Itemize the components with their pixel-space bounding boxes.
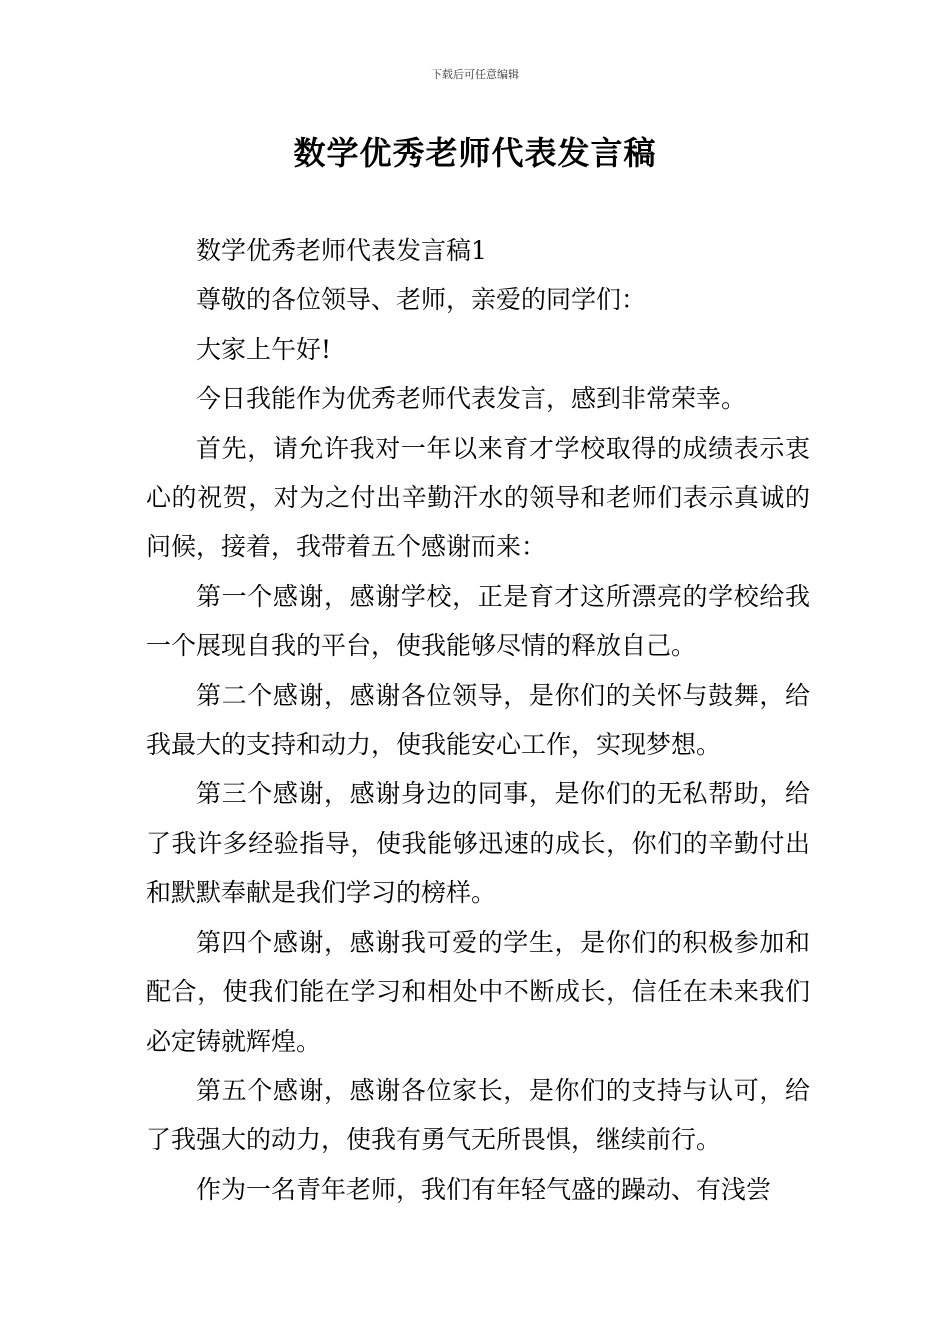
header-note: 下载后可任意编辑 <box>431 68 519 81</box>
paragraph: 大家上午好! <box>196 334 332 364</box>
paragraph: 第四个感谢，感谢我可爱的学生，是你们的积极参加和配合，使我们能在学习和相处中不断成长，信任在未来我们必定铸就辉煌。 <box>146 927 810 1056</box>
paragraph: 第三个感谢，感谢身边的同事，是你们的无私帮助，给了我许多经验指导，使我能够迅速的成长，你们的辛勤付出和默默奉献是我们学习的榜样。 <box>146 779 810 908</box>
paragraph: 数学优秀老师代表发言稿1 <box>196 236 487 265</box>
paragraph: 作为一名青年老师，我们有年轻气盛的躁动、有浅尝 <box>196 1174 772 1204</box>
paragraph: 首先，请允许我对一年以来育才学校取得的成绩表示衷心的祝贺，对为之付出辛勤汗水的领导和老师们表示真诚的问候，接着，我带着五个感谢而来： <box>146 433 810 562</box>
paragraph: 尊敬的各位领导、老师，亲爱的同学们： <box>196 285 647 315</box>
paragraph: 第一个感谢，感谢学校，正是育才这所漂亮的学校给我一个展现自我的平台，使我能够尽情的释放自己。 <box>146 581 810 661</box>
paragraph: 今日我能作为优秀老师代表发言，感到非常荣幸。 <box>196 384 747 414</box>
document-title: 数学优秀老师代表发言稿 <box>293 134 657 172</box>
document-body <box>146 226 810 1214</box>
paragraph: 第二个感谢，感谢各位领导，是你们的关怀与鼓舞，给我最大的支持和动力，使我能安心工作，实现梦想。 <box>146 680 810 760</box>
paragraph: 第五个感谢，感谢各位家长，是你们的支持与认可，给了我强大的动力，使我有勇气无所畏惧，继续前行。 <box>146 1075 810 1155</box>
